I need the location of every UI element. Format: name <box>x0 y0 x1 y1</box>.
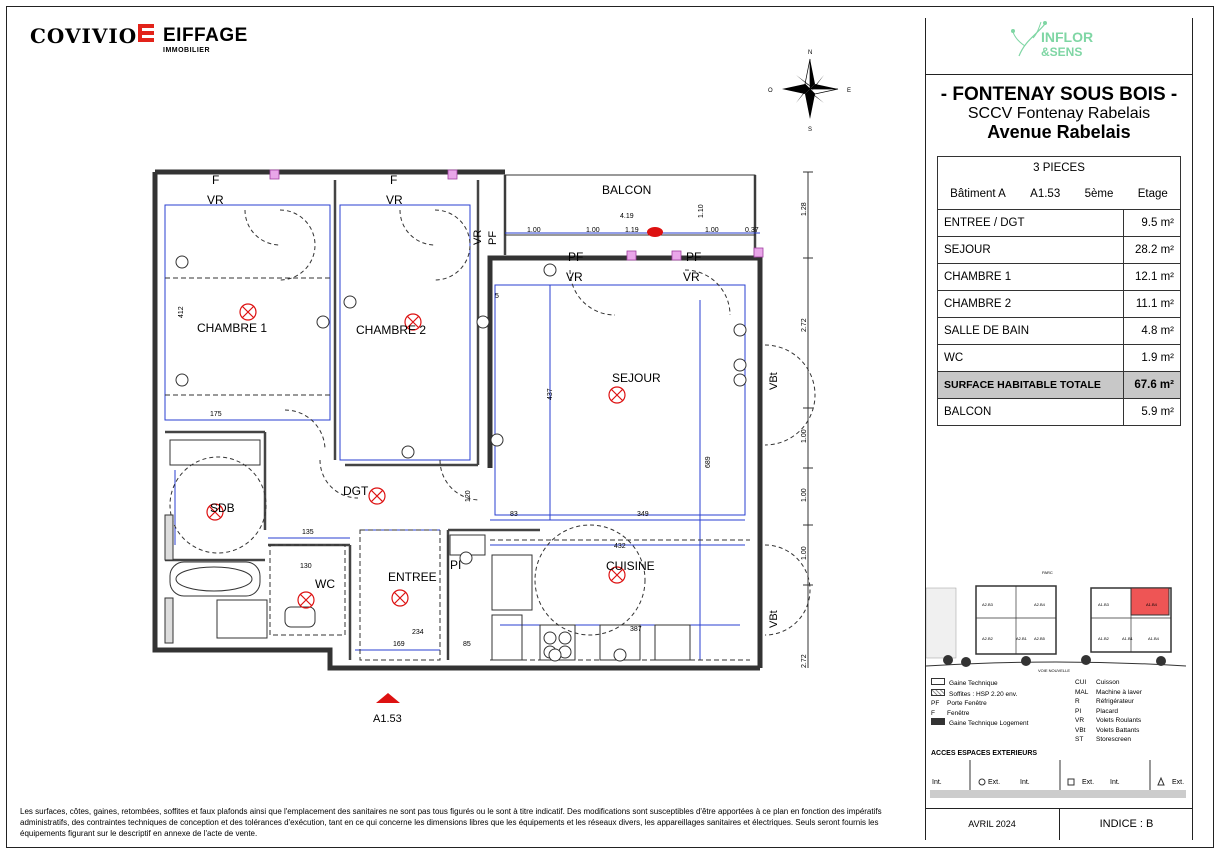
room-cuisine: CUISINE <box>606 559 655 573</box>
tag-vbt-2: VBt <box>768 610 780 628</box>
dim-100-f: 1.00 <box>801 546 808 560</box>
legend-item: Gaine Technique Logement <box>931 718 1061 729</box>
dim-419: 4.19 <box>620 213 634 220</box>
compass-rose-icon <box>768 47 856 133</box>
eiffage-subtitle: IMMOBILIER <box>163 47 210 54</box>
dim-689: 689 <box>705 456 712 468</box>
legend-right <box>1075 678 1190 745</box>
right-dim-chain <box>803 172 813 668</box>
compass-o: O <box>768 88 773 94</box>
divider <box>925 74 1193 75</box>
room-chambre-2: CHAMBRE 2 <box>356 323 427 337</box>
room-balcon: BALCON <box>602 183 652 197</box>
tag-f-2: F <box>390 173 398 187</box>
dim-100-d: 1.00 <box>801 429 808 443</box>
acces-ext: Ext. <box>1172 779 1185 786</box>
legend-item: ST Storescreen <box>1075 736 1132 743</box>
key-plan <box>926 558 1192 676</box>
room-sdb: SDB <box>210 501 235 515</box>
tag-vr-4: VR <box>683 270 700 284</box>
acces-diagrams <box>930 760 1190 800</box>
table-row: ENTREE / DGT 9.5 m² <box>938 210 1181 237</box>
tag-vr-1: VR <box>207 193 224 207</box>
legend-item: PI Placard <box>1075 707 1119 715</box>
dim-272-a: 2.72 <box>801 318 808 332</box>
legend-item: PF Porte Fenêtre <box>931 700 987 707</box>
room-chambre-1: CHAMBRE 1 <box>197 321 268 335</box>
dim-85: 85 <box>463 641 471 648</box>
eiffage-logo: EIFFAGE <box>163 25 248 46</box>
keyplan-label: A2.B2 <box>982 636 993 641</box>
tag-pf-3: PF <box>487 230 499 245</box>
legend-left <box>931 678 1061 729</box>
acces-title: ACCES ESPACES EXTERIEURS <box>931 750 1038 757</box>
footer-date: AVRIL 2024 <box>925 808 1060 840</box>
project-sccv: SCCV Fontenay Rabelais <box>967 105 1151 122</box>
dim-387: 387 <box>630 626 642 633</box>
floor-plan <box>140 160 840 730</box>
keyplan-label: A2.B3 <box>982 602 993 607</box>
inflor-text: INFLOR <box>1041 29 1094 45</box>
acces-int: Int. <box>1110 779 1120 786</box>
tag-vr-3: VR <box>566 270 583 284</box>
compass-s: S <box>808 127 813 133</box>
table-row: CHAMBRE 1 12.1 m² <box>938 264 1181 291</box>
entrance-arrow-icon <box>376 693 400 703</box>
compass-n: N <box>808 50 813 56</box>
keyplan-label: PARC <box>1042 570 1053 575</box>
keyplan-label: A1.B3 <box>1098 602 1109 607</box>
dim-130: 130 <box>300 563 312 570</box>
legend-item: Gaine Technique <box>931 678 1061 689</box>
footer-indice: INDICE : B <box>1099 818 1154 830</box>
project-city: - FONTENAY SOUS BOIS - <box>940 84 1178 105</box>
unit-floor-label: Etage <box>1137 188 1168 200</box>
window-markers <box>270 170 763 260</box>
compass-e: E <box>847 88 852 94</box>
acces-ext: Ext. <box>1082 779 1095 786</box>
dim-234: 234 <box>412 629 424 636</box>
table-row: SEJOUR 28.2 m² <box>938 237 1181 264</box>
tag-pi: PI <box>450 558 462 572</box>
legend-item: F Fenêtre <box>931 709 970 717</box>
dim-437: 437 <box>547 388 554 400</box>
dim-349: 349 <box>637 511 649 518</box>
dim-83: 83 <box>510 511 518 518</box>
keyplan-label: A1.B2 <box>1098 636 1109 641</box>
dim-5: 5 <box>495 293 499 300</box>
dim-100-a: 1.00 <box>527 227 541 234</box>
eiffage-logo-icon <box>136 22 158 46</box>
unit-floor: 5ème <box>1084 188 1114 200</box>
room-entree: ENTREE <box>388 570 437 584</box>
keyplan-label: A2.B1 <box>1016 636 1027 641</box>
tag-pf-2: PF <box>686 250 702 264</box>
dim-100-e: 1.00 <box>801 488 808 502</box>
lot-marker: A1.53 <box>373 713 402 725</box>
total-row: SURFACE HABITABLE TOTALE 67.6 m² <box>938 372 1181 399</box>
surface-table <box>937 156 1181 426</box>
table-row: SALLE DE BAIN 4.8 m² <box>938 318 1181 345</box>
tag-pf-1: PF <box>568 250 584 264</box>
soffit-lines <box>165 278 750 660</box>
dim-128: 1.28 <box>801 202 808 216</box>
dim-119: 1.19 <box>625 227 639 234</box>
keyplan-label: VOIE NOUVELLE <box>1038 668 1071 673</box>
dim-037: 0.37 <box>745 227 759 234</box>
legend-item: Soffites : HSP 2.20 env. <box>931 689 1061 700</box>
disclaimer: Les surfaces, côtes, gaines, retombées, soffites et faux plafonds ainsi que l'emplacement des sanitaires ne sont pas tous figurés ou le sont à titre indicatif. Des modifications sont susceptibles d'être apportées à ce plan en fonction des impératifs administratifs, des contraintes techniques de conception et des tolérances d'exécution, tant en ce qui concerne les dimensions libres que les équipements et les réseaux divers, les appareillages sanitaires et électriques. Seuls seront fournis les équipements figurant sur le descriptif en annexe de l'acte de vente. <box>20 807 882 838</box>
unit-batiment: Bâtiment A <box>950 188 1006 200</box>
tag-vr-5: VR <box>472 229 484 245</box>
balcon-row: BALCON 5.9 m² <box>938 399 1181 426</box>
legend-item: VR Volets Roulants <box>1075 717 1142 724</box>
covivio-logo: COVIVIO <box>30 24 138 48</box>
room-wc: WC <box>315 577 335 591</box>
keyplan-label: A1.B4 <box>1146 602 1157 607</box>
room-dgt: DGT <box>343 484 369 498</box>
unit-pieces: 3 PIECES <box>938 157 1181 180</box>
keyplan-label: A1.B4 <box>1148 636 1159 641</box>
dim-120: 120 <box>465 490 472 502</box>
legend-item: VBt Volets Battants <box>1075 726 1140 734</box>
balcony-drain-marker <box>647 227 663 237</box>
kitchen-fixtures <box>448 535 690 660</box>
inner-walls <box>165 175 755 660</box>
inflor-sens-logo <box>1005 16 1115 64</box>
dim-100-b: 1.00 <box>586 227 600 234</box>
legend-item: MAL Machine à laver <box>1075 688 1142 696</box>
project-avenue: Avenue Rabelais <box>987 122 1131 142</box>
legend-item: R Réfrigérateur <box>1075 698 1134 705</box>
legend-item: CUI Cuisson <box>1075 679 1120 686</box>
sens-text: &SENS <box>1041 45 1083 59</box>
table-row: WC 1.9 m² <box>938 345 1181 372</box>
dim-110: 1.10 <box>698 204 705 218</box>
keyplan-label: A1.B1 <box>1122 636 1133 641</box>
tag-vr-2: VR <box>386 193 403 207</box>
acces-int: Int. <box>1020 779 1030 786</box>
unit-lot: A1.53 <box>1030 188 1061 200</box>
dim-135: 135 <box>302 529 314 536</box>
acces-int: Int. <box>932 779 942 786</box>
dim-412: 412 <box>178 306 185 318</box>
table-row: CHAMBRE 2 11.1 m² <box>938 291 1181 318</box>
acces-ext: Ext. <box>988 779 1001 786</box>
dim-432: 432 <box>614 543 626 550</box>
clearance-circles <box>170 457 645 635</box>
keyplan-label: A2.B5 <box>1034 636 1045 641</box>
dim-100-c: 1.00 <box>705 227 719 234</box>
dim-272-b: 2.72 <box>801 654 808 668</box>
dim-169: 169 <box>393 641 405 648</box>
tag-vbt-1: VBt <box>768 372 780 390</box>
dim-175: 175 <box>210 411 222 418</box>
keyplan-label: A2.B4 <box>1034 602 1045 607</box>
room-sejour: SEJOUR <box>612 371 661 385</box>
tag-f-1: F <box>212 173 220 187</box>
